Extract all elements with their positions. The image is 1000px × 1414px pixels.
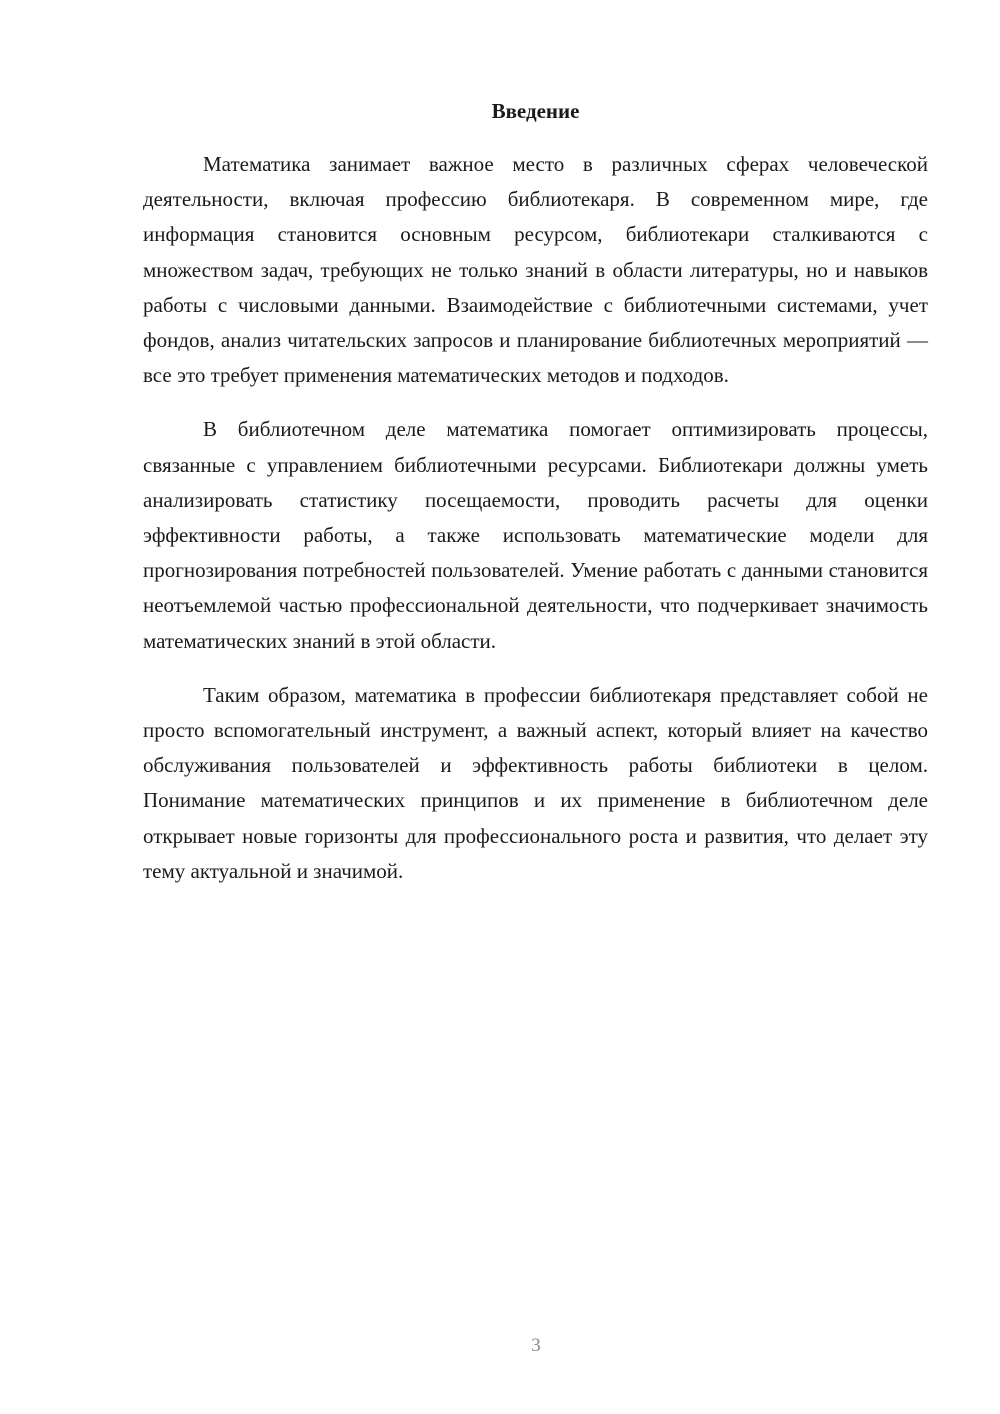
paragraph-3: Таким образом, математика в профессии библиотекаря представляет собой не просто вспомогательный инструмент, а важный аспект, который влияет на качество обслуживания пользователей и эффективность работы библиотеки в целом. Понимание математических принципов и их применение в библиотечном деле открывает новые горизонты для профессионального роста и развития, что делает эту тему актуальной и значимой.: [143, 682, 928, 883]
paragraph-1: Математика занимает важное место в различных сферах человеческой деятельности, включая профессию библиотекаря. В современном мире, где информация становится основным ресурсом, библиотекари сталкиваются с множеством задач, требующих не только знаний в области литературы, но и навыков работы с числовыми данными. Взаимодействие с библиотечными системами, учет фондов, анализ читательских запросов и планирование библиотечных мероприятий — все это требует применения математических методов и подходов.: [143, 152, 928, 388]
page-number: 3: [531, 1335, 541, 1356]
paragraph-2: В библиотечном деле математика помогает оптимизировать процессы, связанные с управлением библиотечными ресурсами. Библиотекари должны уметь анализировать статистику посещаемости, проводить расчеты для оценки эффективности работы, а также использовать математические модели для прогнозирования потребностей пользователей. Умение работать с данными становится неотъемлемой частью профессиональной деятельности, что подчеркивает значимость математических знаний в этой области.: [143, 417, 928, 653]
page-content: [143, 94, 928, 908]
section-title: Введение: [491, 99, 580, 123]
